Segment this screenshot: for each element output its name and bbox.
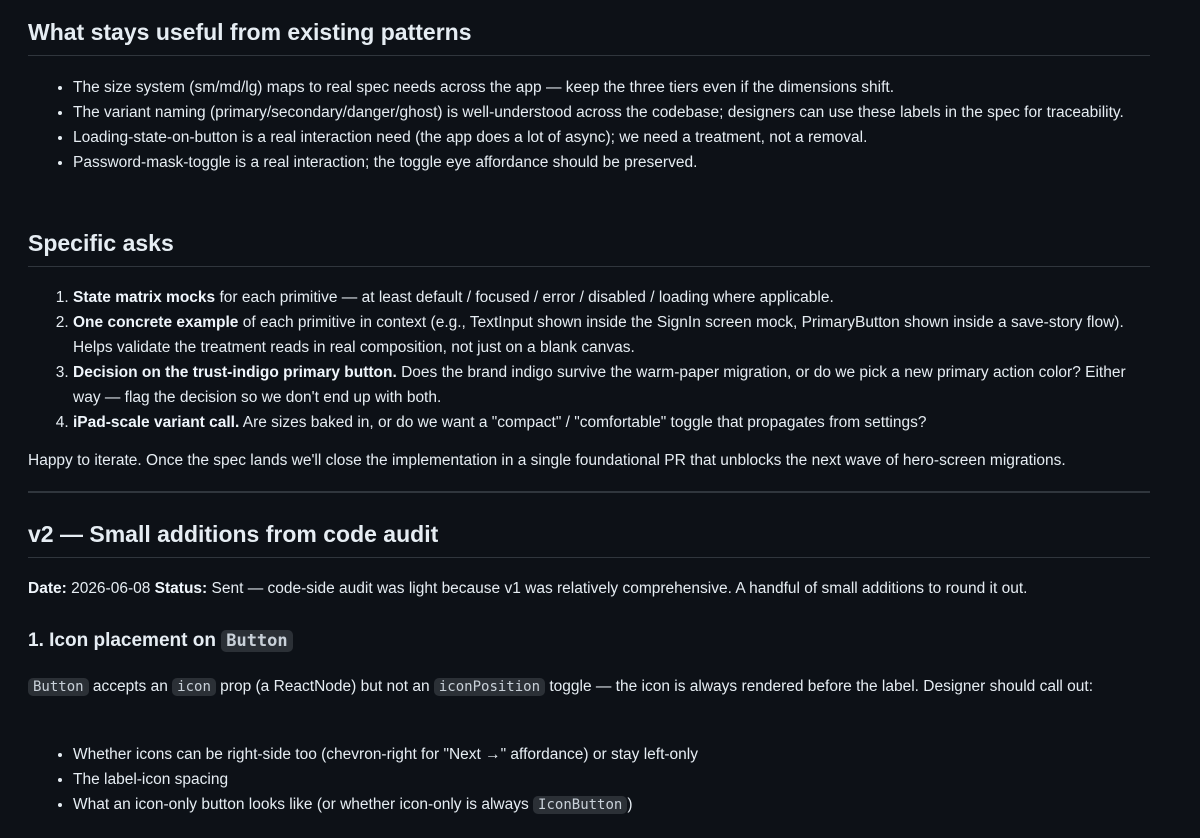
heading-specific-asks: Specific asks bbox=[28, 228, 1150, 267]
ask-text: of each primitive in context (e.g., TextInput shown inside the SignIn screen mock, PrimaryButton shown inside a save-story flow). Helps validate the treatment reads in real composition, not just on a blank canvas. bbox=[73, 314, 1124, 356]
para-text: accepts an bbox=[88, 678, 173, 695]
para-text: prop (a ReactNode) but not an bbox=[215, 678, 434, 695]
heading-icon-placement bbox=[28, 627, 1150, 655]
date-value: 2026-06-08 bbox=[66, 580, 155, 597]
ask-text: for each primitive — at least default / focused / error / disabled / loading where applicable. bbox=[215, 289, 834, 306]
list-item bbox=[73, 310, 1150, 360]
heading-text: 1. Icon placement on bbox=[28, 630, 222, 651]
inline-code: Button bbox=[28, 678, 89, 696]
list-item bbox=[73, 410, 1150, 435]
ask-bold: Decision on the trust-indigo primary button. bbox=[73, 364, 397, 381]
para-text: toggle — the icon is always rendered before the label. Designer should call out: bbox=[545, 678, 1094, 695]
list-item: • Whether icons can be right-side too (chevron-right for "Next →" affordance) or stay left-only bbox=[73, 742, 1150, 767]
list-item: • Loading-state-on-button is a real interaction need (the app does a lot of async); we need a treatment, not a removal. bbox=[73, 125, 1150, 150]
asks-list bbox=[28, 285, 1150, 435]
status-label: Status: bbox=[154, 580, 208, 597]
inline-code: IconButton bbox=[533, 796, 627, 814]
list-item bbox=[73, 792, 1150, 818]
inline-code: iconPosition bbox=[434, 678, 545, 696]
closing-paragraph: Happy to iterate. Once the spec lands we'll close the implementation in a single foundational PR that unblocks the next wave of hero-screen migrations. bbox=[28, 452, 1066, 469]
heading-existing-patterns: What stays useful from existing patterns bbox=[28, 17, 1150, 56]
status-value: Sent — code-side audit was light because v1 was relatively comprehensive. A handful of small additions to round it out. bbox=[207, 580, 1028, 597]
patterns-list bbox=[28, 75, 1150, 175]
ask-text: Does the brand indigo survive the warm-paper migration, or do we pick a new primary action color? Either way — flag the decision so we don't end up with both. bbox=[73, 364, 1126, 406]
horizontal-rule bbox=[28, 491, 1150, 493]
list-item: • Password-mask-toggle is a real interaction; the toggle eye affordance should be preserved. bbox=[73, 150, 1150, 175]
meta-line bbox=[28, 576, 1150, 601]
list-item bbox=[73, 285, 1150, 310]
inline-code: Button bbox=[221, 630, 292, 652]
inline-code: icon bbox=[172, 678, 216, 696]
list-item: • The variant naming (primary/secondary/danger/ghost) is well-understood across the codebase; designers can use these labels in the spec for traceability. bbox=[73, 100, 1150, 125]
list-item: • The size system (sm/md/lg) maps to real spec needs across the app — keep the three tiers even if the dimensions shift. bbox=[73, 75, 1150, 100]
date-label: Date: bbox=[28, 580, 67, 597]
icon-paragraph bbox=[28, 674, 1150, 700]
heading-v2-additions: v2 — Small additions from code audit bbox=[28, 519, 1150, 558]
ask-bold: One concrete example bbox=[73, 314, 239, 331]
list-item bbox=[73, 360, 1150, 410]
item-text: What an icon-only button looks like (or whether icon-only is always bbox=[73, 796, 534, 813]
ask-bold: iPad-scale variant call. bbox=[73, 414, 240, 431]
item-text: ) bbox=[627, 796, 633, 813]
list-item: • The label-icon spacing bbox=[73, 767, 1150, 792]
icon-list bbox=[28, 742, 1150, 818]
ask-text: Are sizes baked in, or do we want a "compact" / "comfortable" toggle that propagates from settings? bbox=[239, 414, 927, 431]
ask-bold: State matrix mocks bbox=[73, 289, 216, 306]
